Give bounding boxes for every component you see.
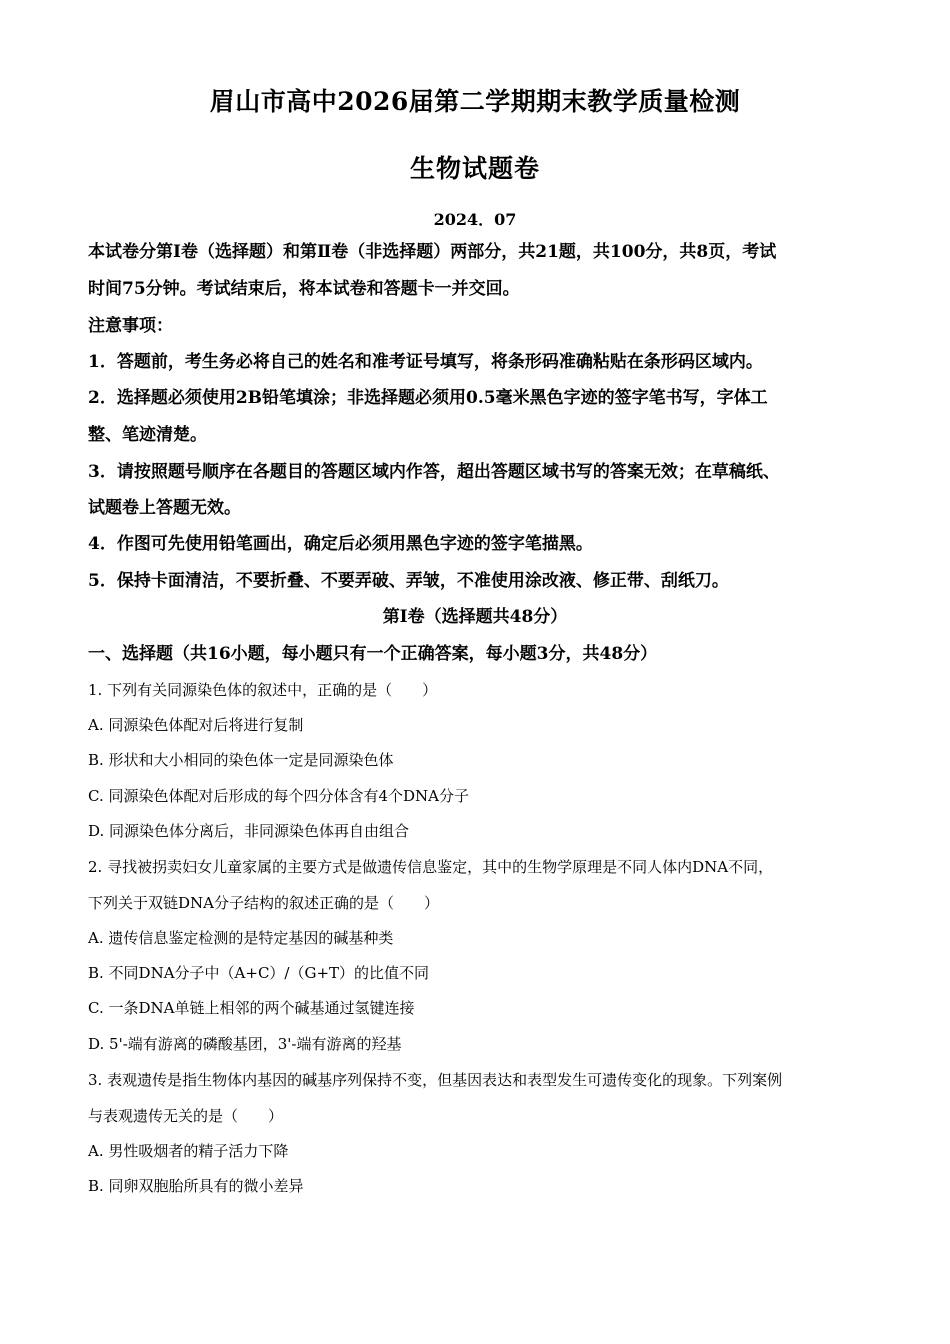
question-3-stem-line-1: 3. 表观遗传是指生物体内基因的碱基序列保持不变，但基因表达和表型发生可遗传变化的现象。下列案例 [88, 1071, 783, 1089]
question-3-option-a: A. 男性吸烟者的精子活力下降 [88, 1142, 289, 1160]
section-heading: 一、选择题（共16小题，每小题只有一个正确答案，每小题3分，共48分） [88, 644, 658, 664]
question-3-option-b: B. 同卵双胞胎所具有的微小差异 [88, 1177, 304, 1195]
note-item-5: 5．保持卡面清洁，不要折叠、不要弄破、弄皱，不准使用涂改液、修正带、刮纸刀。 [88, 571, 729, 591]
question-1-stem: 1. 下列有关同源染色体的叙述中，正确的是（ ） [88, 681, 438, 699]
exam-title: 眉山市高中2026届第二学期期末教学质量检测 [209, 87, 741, 116]
note-item-2a: 2．选择题必须使用2B铅笔填涂；非选择题必须用0.5毫米黑色字迹的签字笔书写，字体工 [88, 388, 768, 408]
note-item-1: 1．答题前，考生务必将自己的姓名和准考证号填写，将条形码准确粘贴在条形码区域内。 [88, 352, 763, 372]
note-item-3a: 3．请按照题号顺序在各题目的答题区域内作答，超出答题区域书写的答案无效；在草稿纸、 [88, 462, 780, 482]
question-1-option-d: D. 同源染色体分离后，非同源染色体再自由组合 [88, 822, 410, 840]
question-1-option-a: A. 同源染色体配对后将进行复制 [88, 716, 304, 734]
question-2-option-b: B. 不同DNA分子中（A+C）/（G+T）的比值不同 [88, 964, 430, 982]
note-item-4: 4．作图可先使用铅笔画出，确定后必须用黑色字迹的签字笔描黑。 [88, 534, 593, 554]
part-title: 第Ⅰ卷（选择题共48分） [382, 607, 568, 627]
question-2-option-d: D. 5'-端有游离的磷酸基团，3'-端有游离的羟基 [88, 1035, 402, 1053]
exam-subtitle: 生物试题卷 [409, 154, 540, 183]
question-2-option-a: A. 遗传信息鉴定检测的是特定基因的碱基种类 [88, 929, 394, 947]
note-item-3b: 试题卷上答题无效。 [88, 498, 241, 518]
question-2-option-c: C. 一条DNA单链上相邻的两个碱基通过氢键连接 [88, 999, 415, 1017]
exam-date: 2024．07 [433, 210, 517, 229]
intro-line-1: 本试卷分第Ⅰ卷（选择题）和第Ⅱ卷（非选择题）两部分，共21题，共100分，共8页，考试 [88, 242, 777, 262]
intro-line-2: 时间75分钟。考试结束后，将本试卷和答题卡一并交回。 [88, 279, 520, 299]
question-3-stem-line-2: 与表观遗传无关的是（ ） [88, 1107, 284, 1125]
question-2-stem-line-1: 2. 寻找被拐卖妇女儿童家属的主要方式是做遗传信息鉴定，其中的生物学原理是不同人体内DNA不同， [88, 858, 774, 876]
question-2-stem-line-2: 下列关于双链DNA分子结构的叙述正确的是（ ） [88, 894, 439, 912]
notes-heading: 注意事项： [88, 316, 173, 336]
note-item-2b: 整、笔迹清楚。 [88, 425, 207, 445]
question-1-option-b: B. 形状和大小相同的染色体一定是同源染色体 [88, 751, 394, 769]
question-1-option-c: C. 同源染色体配对后形成的每个四分体含有4个DNA分子 [88, 787, 470, 805]
